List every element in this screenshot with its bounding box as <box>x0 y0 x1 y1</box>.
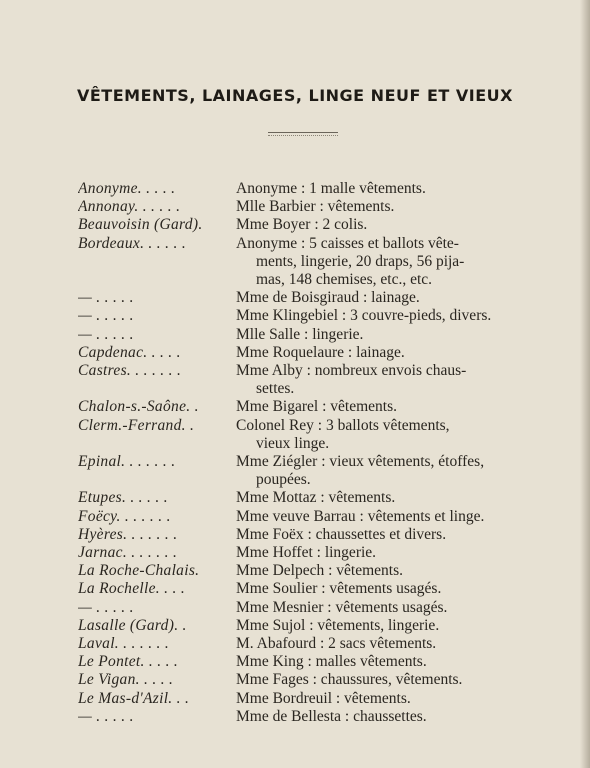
entry-place: Chalon-s.-Saône. . <box>78 398 199 416</box>
list-item <box>78 417 548 453</box>
title-divider <box>268 132 338 136</box>
entry-line: Mme Foëx : chaussettes et divers. <box>236 525 447 543</box>
entry-donation <box>236 326 548 344</box>
list-item <box>78 307 548 325</box>
entry-place: La Roche-Chalais. <box>78 562 200 580</box>
entry-line: M. Abafourd : 2 sacs vêtements. <box>236 635 437 653</box>
entry-place: La Rochelle. . . . <box>78 580 185 598</box>
list-item <box>78 326 548 344</box>
list-item <box>78 198 548 216</box>
entry-place: — . . . . . <box>78 707 134 725</box>
entry-place: — . . . . . <box>78 598 134 616</box>
list-item <box>78 708 548 726</box>
entry-donation <box>236 362 548 398</box>
entry-place: Foëcy. . . . . . . <box>78 507 171 525</box>
entry-line: Mme Bordreuil : vêtements. <box>236 689 411 707</box>
entry-line: Mme King : malles vêtements. <box>236 653 427 671</box>
entry-line: Colonel Rey : 3 ballots vêtements, <box>236 416 450 434</box>
entry-place: Le Pontet. . . . . <box>78 653 179 671</box>
entry-place: Etupes. . . . . . <box>78 489 168 507</box>
list-item <box>78 617 548 635</box>
entry-donation <box>236 216 548 234</box>
list-item <box>78 216 548 234</box>
list-item <box>78 653 548 671</box>
entry-place: Laval. . . . . . . <box>78 635 170 653</box>
entry-place: Lasalle (Gard). . <box>78 616 187 634</box>
donation-list <box>78 180 548 726</box>
list-item <box>78 289 548 307</box>
list-item <box>78 362 548 398</box>
entry-line: ments, lingerie, 20 draps, 56 pija- <box>256 252 465 270</box>
entry-place: Annonay. . . . . . <box>78 198 181 216</box>
list-item <box>78 580 548 598</box>
list-item <box>78 508 548 526</box>
list-item <box>78 635 548 653</box>
entry-place: Bordeaux. . . . . . <box>78 234 187 252</box>
entry-donation <box>236 398 548 416</box>
entry-place: Castres. . . . . . . <box>78 362 182 380</box>
entry-place: — . . . . . <box>78 307 134 325</box>
entry-line: vieux linge. <box>256 434 330 452</box>
entry-line: Mme Bigarel : vêtements. <box>236 398 397 416</box>
entry-donation <box>236 235 548 290</box>
entry-line: Mme Hoffet : lingerie. <box>236 544 377 562</box>
entry-place: Epinal. . . . . . . <box>78 453 176 471</box>
entry-place: Jarnac. . . . . . . <box>78 544 178 562</box>
entry-line: Mlle Barbier : vêtements. <box>236 198 395 216</box>
entry-donation <box>236 690 548 708</box>
page-title: VÊTEMENTS, LAINAGES, LINGE NEUF ET VIEUX <box>76 86 513 105</box>
list-item <box>78 398 548 416</box>
entry-line: Mme veuve Barrau : vêtements et linge. <box>236 507 485 525</box>
entry-place: Beauvoisin (Gard). <box>78 216 203 234</box>
entry-place: Clerm.-Ferrand. . <box>78 416 195 434</box>
list-item <box>78 344 548 362</box>
entry-line: Mme de Boisgiraud : lainage. <box>236 289 420 307</box>
list-item <box>78 453 548 489</box>
entry-line: Mme Boyer : 2 colis. <box>236 216 368 234</box>
entry-line: Mme Sujol : vêtements, lingerie. <box>236 616 440 634</box>
entry-place: Anonyme. . . . . <box>78 180 176 197</box>
entry-line: Mme Alby : nombreux envois chaus- <box>236 362 467 380</box>
entry-donation <box>236 289 548 307</box>
entry-donation <box>236 307 548 325</box>
entry-line: mas, 148 chemises, etc., etc. <box>256 271 433 289</box>
entry-line: Mme Soulier : vêtements usagés. <box>236 580 442 598</box>
entry-place: Hyères. . . . . . . <box>78 525 178 543</box>
entry-donation <box>236 708 548 726</box>
list-item <box>78 544 548 562</box>
entry-donation <box>236 417 548 453</box>
entry-line: Mme Mesnier : vêtements usagés. <box>236 598 448 616</box>
entry-line: poupées. <box>256 471 311 489</box>
list-item <box>78 671 548 689</box>
entry-donation <box>236 671 548 689</box>
entry-donation <box>236 198 548 216</box>
entry-line: Mme Delpech : vêtements. <box>236 562 404 580</box>
entry-place: — . . . . . <box>78 289 134 307</box>
entry-line: Mlle Salle : lingerie. <box>236 325 364 343</box>
entry-line: Mme Fages : chaussures, vêtements. <box>236 671 463 689</box>
entry-donation <box>236 635 548 653</box>
entry-donation <box>236 599 548 617</box>
entry-donation <box>236 489 548 507</box>
entry-line: Mme Klingebiel : 3 couvre-pieds, divers. <box>236 307 492 325</box>
entry-line: Mme Ziégler : vieux vêtements, étoffes, <box>236 453 485 471</box>
list-item <box>78 690 548 708</box>
entry-donation <box>236 562 548 580</box>
entry-donation <box>236 508 548 526</box>
list-item <box>78 180 548 198</box>
entry-place: Capdenac. . . . . <box>78 343 181 361</box>
entry-donation <box>236 544 548 562</box>
entry-donation <box>236 617 548 635</box>
entry-line: Mme Mottaz : vêtements. <box>236 489 396 507</box>
list-item <box>78 562 548 580</box>
entry-donation <box>236 180 548 198</box>
entry-line: Mme de Bellesta : chaussettes. <box>236 707 427 725</box>
entry-place: Le Vigan. . . . . <box>78 671 174 689</box>
entry-line: Mme Roquelaure : lainage. <box>236 343 405 361</box>
entry-line: Anonyme : 1 malle vêtements. <box>236 180 426 197</box>
entry-donation <box>236 526 548 544</box>
list-item <box>78 489 548 507</box>
entry-donation <box>236 344 548 362</box>
entry-place: Le Mas-d'Azil. . . <box>78 689 190 707</box>
entry-place: — . . . . . <box>78 325 134 343</box>
entry-donation <box>236 453 548 489</box>
entry-donation <box>236 653 548 671</box>
list-item <box>78 599 548 617</box>
list-item <box>78 526 548 544</box>
list-item <box>78 235 548 290</box>
entry-donation <box>236 580 548 598</box>
entry-line: settes. <box>256 380 295 398</box>
entry-line: Anonyme : 5 caisses et ballots vête- <box>236 234 459 252</box>
